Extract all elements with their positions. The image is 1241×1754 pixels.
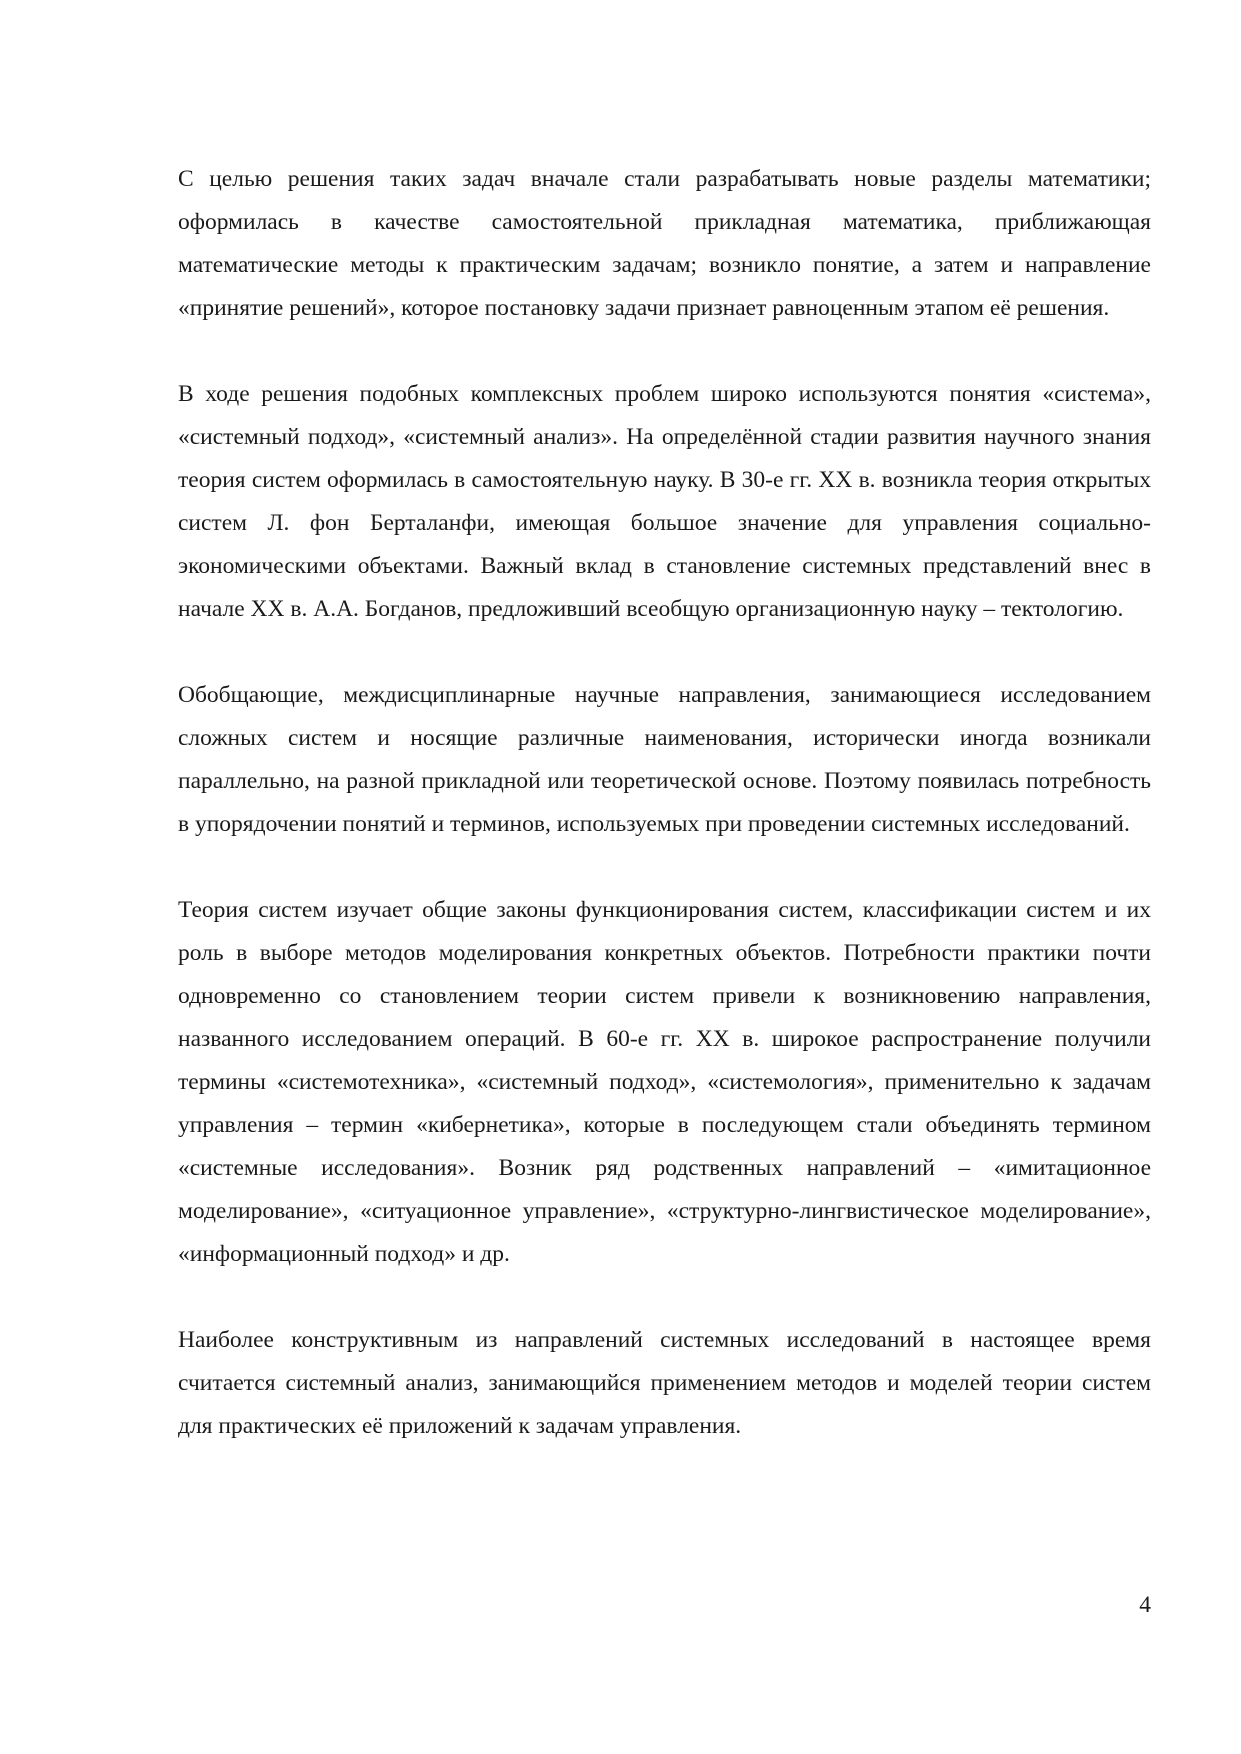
paragraph-1: С целью решения таких задач вначале стали разрабатывать новые разделы математики; оформилась в качестве самостоятельной прикладная математика, приближающая математические методы к практическим задачам; возникло понятие, а затем и направление «принятие решений», которое постановку задачи признает равноценным этапом её решения. <box>178 166 1151 321</box>
paragraph-4: Теория систем изучает общие законы функционирования систем, классификации систем и их роль в выборе методов моделирования конкретных объектов. Потребности практики почти одновременно со становлением теории систем привели к возникновению направления, названного исследованием операций. В 60-е гг. ХХ в. широкое распространение получили термины «системотехника», «системный подход», «системология», применительно к задачам управления – термин «кибернетика», которые в последующем стали объединять термином «системные исследования». Возник ряд родственных направлений – «имитационное моделирование», «ситуационное управление», «структурно-лингвистическое моделирование», «информационный подход» и др. <box>178 897 1151 1267</box>
page-number: 4 <box>1139 1592 1151 1618</box>
paragraph-5: Наиболее конструктивным из направлений системных исследований в настоящее время считается системный анализ, занимающийся применением методов и моделей теории систем для практических её приложений к задачам управления. <box>178 1327 1151 1439</box>
body-text <box>178 158 1151 1448</box>
paragraph-2: В ходе решения подобных комплексных проблем широко используются понятия «система», «системный подход», «системный анализ». На определённой стадии развития научного знания теория систем оформилась в самостоятельную науку. В 30-е гг. ХХ в. возникла теория открытых систем Л. фон Берталанфи, имеющая большое значение для управления социально-экономическими объектами. Важный вклад в становление системных представлений внес в начале ХХ в. А.А. Богданов, предложивший всеобщую организационную науку – тектологию. <box>178 381 1151 622</box>
paragraph-3: Обобщающие, междисциплинарные научные направления, занимающиеся исследованием сложных систем и носящие различные наименования, исторически иногда возникали параллельно, на разной прикладной или теоретической основе. Поэтому появилась потребность в упорядочении понятий и терминов, используемых при проведении системных исследований. <box>178 682 1151 837</box>
